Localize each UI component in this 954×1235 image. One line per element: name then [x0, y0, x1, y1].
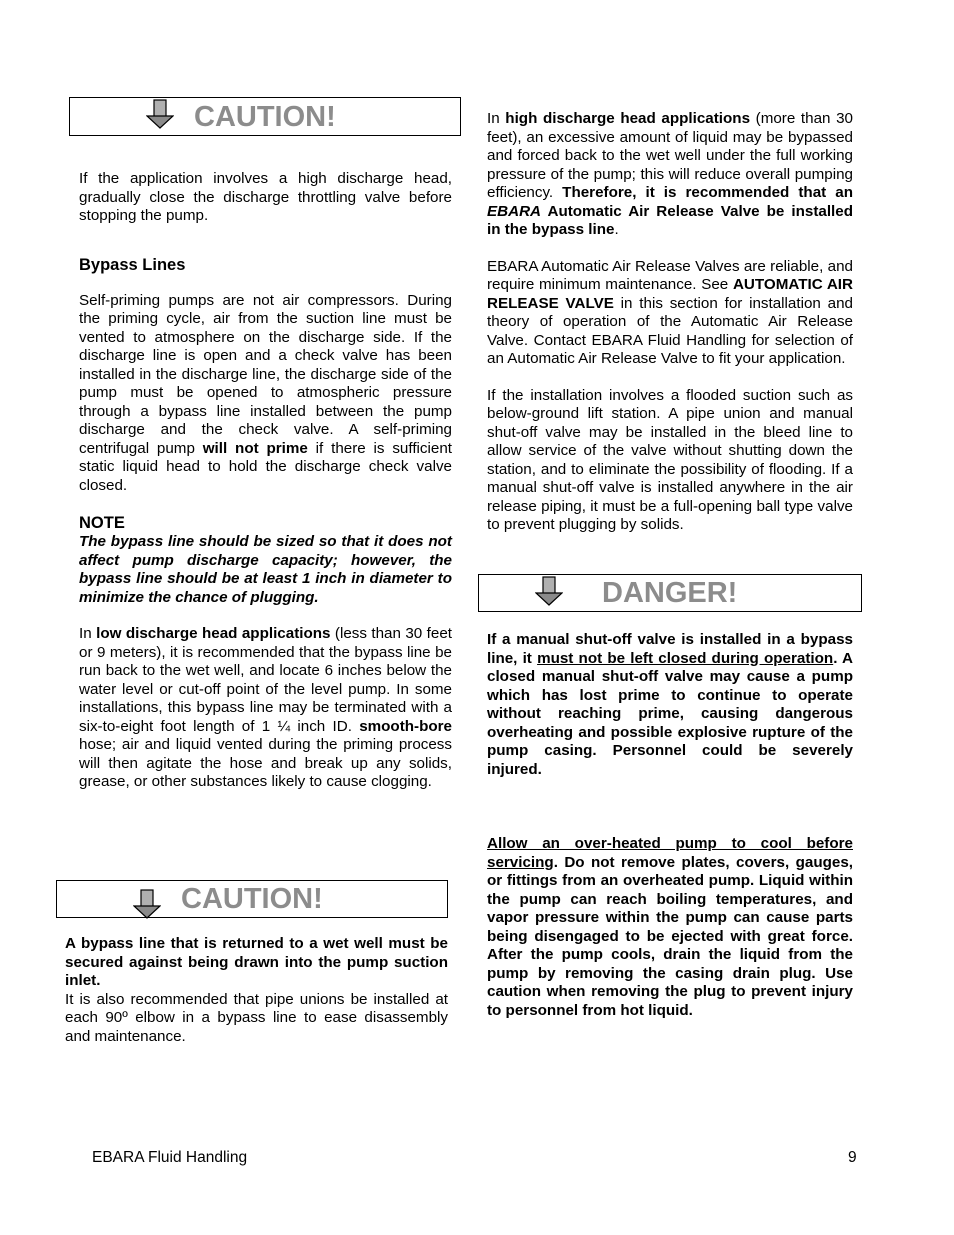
overheat-warning-text: Allow an over-heated pump to cool before servicing. Do not remove plates, covers, gauges, or fittings from an overheated pump. Liquid within the pump can reach boiling temperatures, and vapor pressure within the pump can cause parts being disengaged to be ejected with great force. After the pump cools, drain the liquid from the pump by removing the casing drain plug. Use caution when removing the plug to prevent injury to personnel from hot liquid. [487, 835, 853, 1019]
overheat-text-block [487, 835, 853, 1020]
caution-bottom-text [65, 935, 448, 1046]
down-arrow-icon [535, 576, 563, 606]
left-column [79, 170, 452, 792]
bypass-secured-warning: A bypass line that is returned to a wet well must be secured against being drawn into the pump suction inlet. [65, 935, 448, 989]
caution-label: CAUTION! [194, 101, 336, 133]
air-release-valves-paragraph: EBARA Automatic Air Release Valves are reliable, and require minimum maintenance. See AUTOMATIC AIR RELEASE VALVE in this section for installation and theory of operation of the Automatic Air Release Valve. Contact EBARA Fluid Handling for selection of an Automatic Air Release Valve to fit your application. [487, 257, 853, 367]
discharge-paragraph: If the application involves a high discharge head, gradually close the discharge throttling valve before stopping the pump. [79, 170, 452, 224]
caution-banner-top [69, 97, 461, 136]
right-column [487, 110, 853, 535]
pipe-unions-paragraph: It is also recommended that pipe unions be installed at each 90º elbow in a bypass line to ease disassembly and maintenance. [65, 990, 448, 1045]
self-priming-paragraph: Self-priming pumps are not air compressors. During the priming cycle, air from the suction line must be vented to atmosphere on the discharge side. If the discharge line is open and a check valve has been installed in the discharge line, the discharge side of the pump must be opened to atmospheric pressure through a bypass line installed between the pump discharge and the check valve. A self-priming centrifugal pump will not prime if there is sufficient static liquid head to hold the discharge check valve closed. [79, 291, 452, 494]
note-text: The bypass line should be sized so that it does not affect pump discharge capacity; however, the bypass line should be at least 1 inch in diameter to minimize the chance of plugging. [79, 533, 452, 606]
caution-label: CAUTION! [181, 883, 323, 915]
flooded-suction-paragraph: If the installation involves a flooded suction such as below-ground lift station. A pipe union and manual shut-off valve may be installed in the bleed line to allow service of the valve without shutting down the station, and to eliminate the possibility of flooding. If a manual shut-off valve is installed anywhere in the air release piping, it must be a full-opening ball type valve to prevent plugging by solids. [487, 386, 853, 533]
caution-banner-bottom [56, 880, 448, 918]
danger-banner [478, 574, 862, 612]
footer-page-number: 9 [848, 1149, 857, 1166]
danger-label: DANGER! [602, 577, 738, 609]
footer-company: EBARA Fluid Handling [92, 1149, 248, 1166]
down-arrow-icon [146, 99, 174, 129]
danger-warning-text: If a manual shut-off valve is installed in a bypass line, it must not be left closed during operation. A closed manual shut-off valve may cause a pump which has lost prime to continue to operate without reaching prime, causing dangerous overheating and possible explosive rupture of the pump casing. Personnel could be severely injured. [487, 631, 854, 778]
danger-text-block [487, 631, 853, 779]
note-heading: NOTE [79, 514, 125, 532]
bypass-heading: Bypass Lines [79, 255, 186, 274]
low-discharge-paragraph: In low discharge head applications (less than 30 feet or 9 meters), it is recommended that the bypass line be run back to the wet well, and locate 6 inches below the water level or cut-off point of the level pump. In some installations, this bypass line may be terminated with a six-to-eight foot length of 1 ¼ inch ID. smooth-bore hose; air and liquid vented during the priming process will then agitate the hose and break up any solids, grease, or other substances likely to cause clogging. [79, 625, 452, 790]
down-arrow-icon [133, 889, 161, 919]
high-discharge-paragraph: In high discharge head applications (more than 30 feet), an excessive amount of liquid may be bypassed and forced back to the wet well under the full working pressure of the pump; this will reduce overall pumping efficiency. Therefore, it is recommended that an EBARA Automatic Air Release Valve be installed in the bypass line. [487, 110, 853, 238]
